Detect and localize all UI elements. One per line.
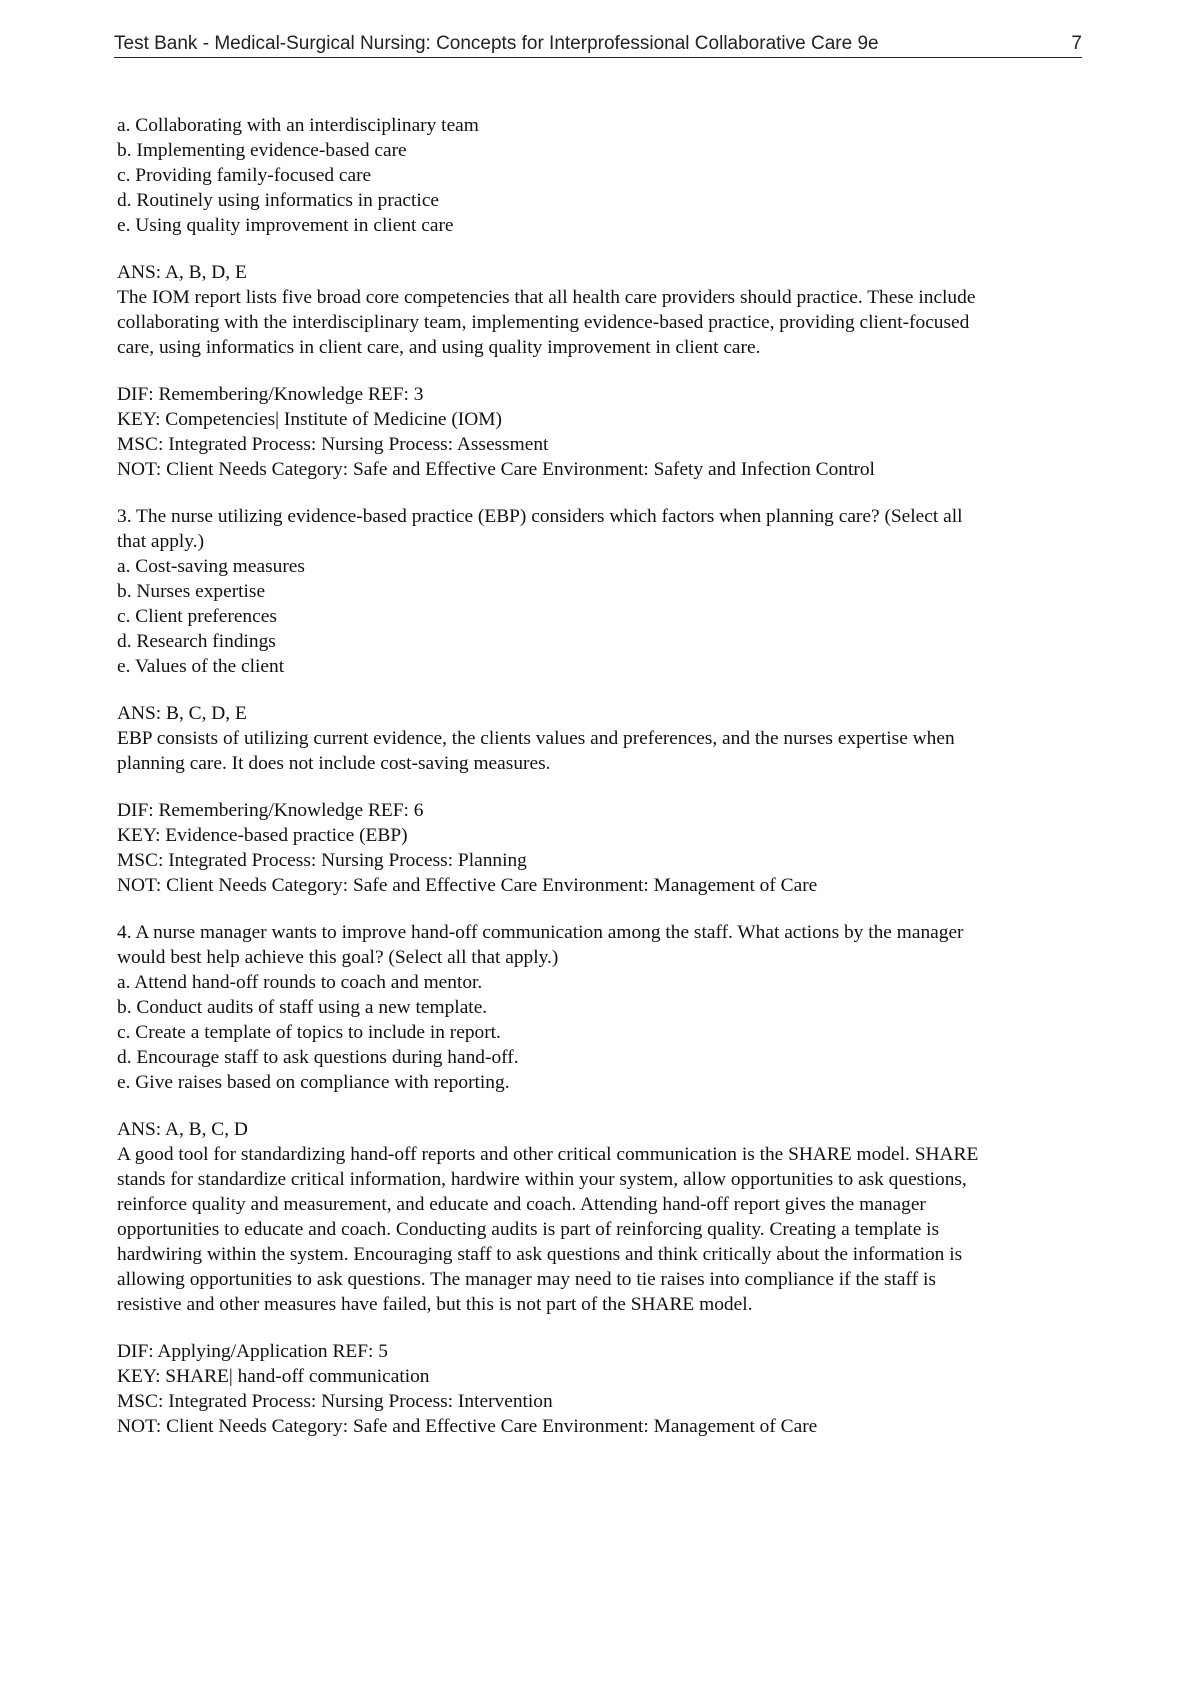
text-line: hardwiring within the system. Encouraging staff to ask questions and think critically about the information is bbox=[117, 1244, 963, 1265]
text-line: ANS: B, C, D, E bbox=[117, 703, 247, 724]
text-line: c. Client preferences bbox=[117, 606, 277, 627]
header-title: Test Bank - Medical-Surgical Nursing: Concepts for Interprofessional Collaborative Care 9e bbox=[114, 33, 879, 54]
page-number: 7 bbox=[1071, 33, 1082, 54]
text-line: would best help achieve this goal? (Select all that apply.) bbox=[117, 947, 559, 968]
text-line: care, using informatics in client care, and using quality improvement in client care. bbox=[117, 337, 761, 358]
block-spacer bbox=[117, 898, 1087, 920]
text-line: DIF: Remembering/Knowledge REF: 3 bbox=[117, 384, 424, 405]
text-line: c. Create a template of topics to include in report. bbox=[117, 1022, 501, 1043]
text-line: NOT: Client Needs Category: Safe and Effective Care Environment: Safety and Infection Control bbox=[117, 459, 875, 480]
text-line: opportunities to educate and coach. Conducting audits is part of reinforcing quality. Creating a template is bbox=[117, 1219, 940, 1240]
text-line: d. Research findings bbox=[117, 631, 276, 652]
text-line: reinforce quality and measurement, and educate and coach. Attending hand-off report gives the manager bbox=[117, 1194, 926, 1215]
text-line: KEY: SHARE| hand-off communication bbox=[117, 1366, 430, 1387]
text-block-q3-answer bbox=[117, 701, 1087, 776]
text-line: 3. The nurse utilizing evidence-based practice (EBP) considers which factors when planning care? (Select all bbox=[117, 506, 963, 527]
text-line: EBP consists of utilizing current evidence, the clients values and preferences, and the nurses expertise when bbox=[117, 728, 955, 749]
text-line: The IOM report lists five broad core competencies that all health care providers should practice. These include bbox=[117, 287, 976, 308]
text-line: A good tool for standardizing hand-off reports and other critical communication is the SHARE model. SHARE bbox=[117, 1144, 979, 1165]
text-line: allowing opportunities to ask questions. The manager may need to tie raises into compliance if the staff is bbox=[117, 1269, 936, 1290]
text-block-q3 bbox=[117, 504, 1087, 679]
text-line: b. Implementing evidence-based care bbox=[117, 140, 407, 161]
text-line: DIF: Applying/Application REF: 5 bbox=[117, 1341, 388, 1362]
text-line: b. Nurses expertise bbox=[117, 581, 266, 602]
document-body bbox=[117, 113, 1087, 1439]
text-block-q2-answer bbox=[117, 260, 1087, 360]
text-line: a. Cost-saving measures bbox=[117, 556, 305, 577]
text-line: d. Routinely using informatics in practice bbox=[117, 190, 440, 211]
text-line: ANS: A, B, C, D bbox=[117, 1119, 248, 1140]
block-spacer bbox=[117, 1095, 1087, 1117]
text-line: resistive and other measures have failed, but this is not part of the SHARE model. bbox=[117, 1294, 753, 1315]
text-line: c. Providing family-focused care bbox=[117, 165, 372, 186]
block-spacer bbox=[117, 238, 1087, 260]
text-line: e. Using quality improvement in client care bbox=[117, 215, 454, 236]
text-line: KEY: Evidence-based practice (EBP) bbox=[117, 825, 408, 846]
text-line: that apply.) bbox=[117, 531, 205, 552]
text-line: 4. A nurse manager wants to improve hand-off communication among the staff. What actions by the manager bbox=[117, 922, 964, 943]
text-line: MSC: Integrated Process: Nursing Process: Assessment bbox=[117, 434, 549, 455]
block-spacer bbox=[117, 679, 1087, 701]
text-line: DIF: Remembering/Knowledge REF: 6 bbox=[117, 800, 424, 821]
text-line: a. Collaborating with an interdisciplinary team bbox=[117, 115, 479, 136]
text-block-q4-meta bbox=[117, 1339, 1087, 1439]
text-line: collaborating with the interdisciplinary team, implementing evidence-based practice, providing client-focused bbox=[117, 312, 970, 333]
text-block-q4-answer bbox=[117, 1117, 1087, 1317]
block-spacer bbox=[117, 482, 1087, 504]
text-block-q2-meta bbox=[117, 382, 1087, 482]
text-line: e. Give raises based on compliance with reporting. bbox=[117, 1072, 510, 1093]
block-spacer bbox=[117, 1317, 1087, 1339]
text-line: NOT: Client Needs Category: Safe and Effective Care Environment: Management of Care bbox=[117, 875, 818, 896]
text-line: planning care. It does not include cost-saving measures. bbox=[117, 753, 551, 774]
text-line: NOT: Client Needs Category: Safe and Effective Care Environment: Management of Care bbox=[117, 1416, 818, 1437]
text-line: MSC: Integrated Process: Nursing Process: Intervention bbox=[117, 1391, 553, 1412]
text-block-q4 bbox=[117, 920, 1087, 1095]
text-line: a. Attend hand-off rounds to coach and mentor. bbox=[117, 972, 483, 993]
text-line: KEY: Competencies| Institute of Medicine (IOM) bbox=[117, 409, 502, 430]
text-line: stands for standardize critical information, hardwire within your system, allow opportunities to ask questions, bbox=[117, 1169, 967, 1190]
text-line: d. Encourage staff to ask questions during hand-off. bbox=[117, 1047, 519, 1068]
block-spacer bbox=[117, 360, 1087, 382]
block-spacer bbox=[117, 776, 1087, 798]
text-line: b. Conduct audits of staff using a new template. bbox=[117, 997, 488, 1018]
text-line: e. Values of the client bbox=[117, 656, 285, 677]
text-line: MSC: Integrated Process: Nursing Process: Planning bbox=[117, 850, 527, 871]
page-header bbox=[114, 33, 1082, 58]
text-block-q3-meta bbox=[117, 798, 1087, 898]
text-line: ANS: A, B, D, E bbox=[117, 262, 247, 283]
text-block-q2-options bbox=[117, 113, 1087, 238]
